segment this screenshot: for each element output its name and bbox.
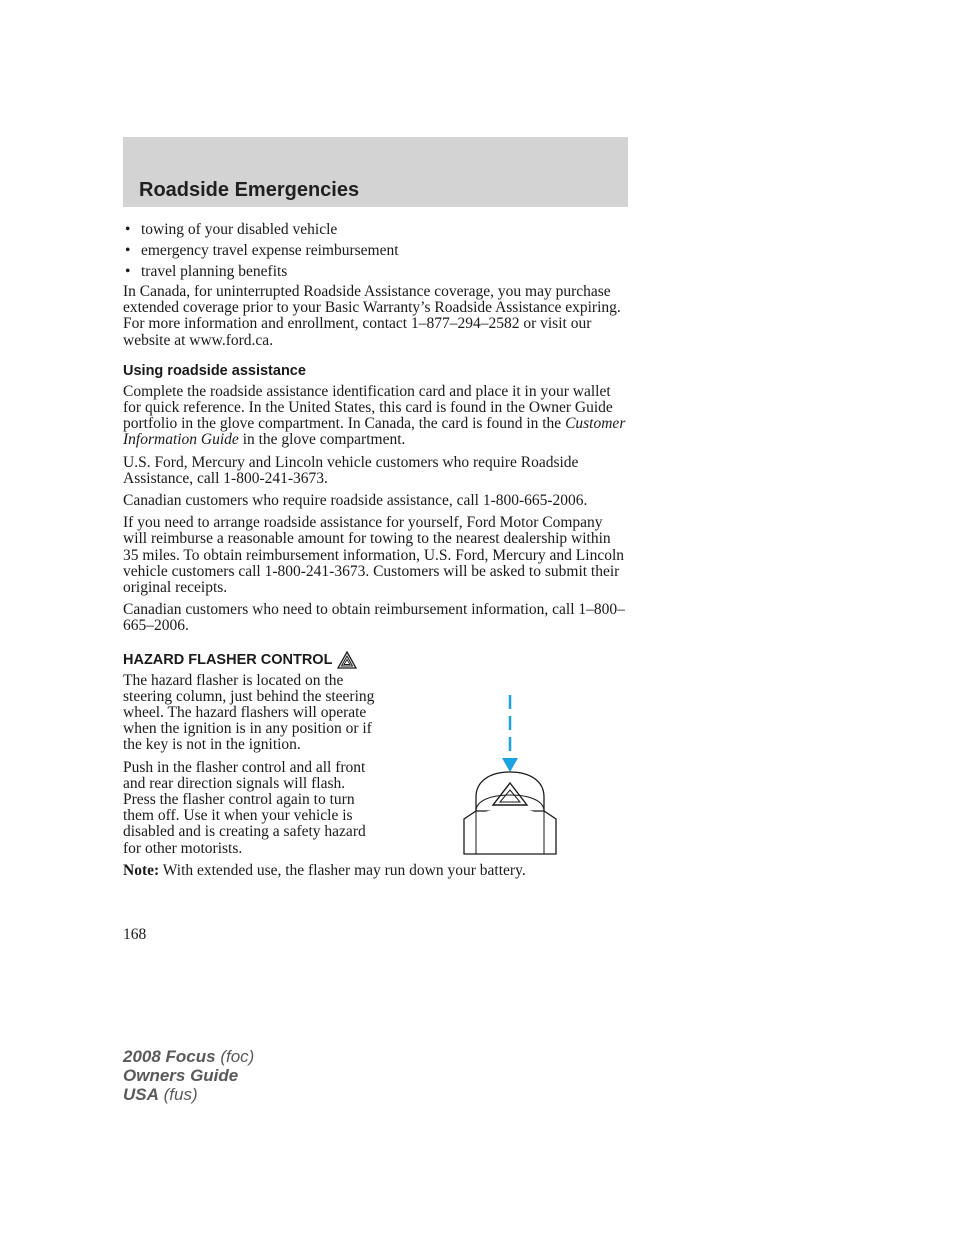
footer-model-line (123, 1047, 254, 1066)
page-content (123, 221, 628, 885)
page-number: 168 (123, 926, 147, 943)
list-item (123, 221, 628, 242)
hazard-flasher-illustration (375, 673, 628, 863)
pointer-arrow (502, 695, 518, 772)
note-text: With extended use, the flasher may run down your battery. (159, 861, 526, 879)
customer-info-guide-title: Customer Information Guide (123, 415, 626, 449)
list-item-text: towing of your disabled vehicle (141, 221, 338, 238)
hazard-flasher-heading (123, 651, 628, 669)
list-item (123, 242, 628, 263)
document-footer (123, 1047, 254, 1104)
footer-model-code: (foc) (215, 1047, 255, 1066)
roadside-benefits-list (123, 221, 628, 284)
footer-guide: Owners Guide (123, 1066, 239, 1085)
battery-note (123, 863, 628, 879)
hazard-location-paragraph: The hazard flasher is located on the steering column, just behind the steering wheel. The hazard flashers will operate when the ignition is in any position or if the key is not in the ignition. (123, 671, 375, 754)
hazard-flasher-heading-text: HAZARD FLASHER CONTROL (123, 651, 333, 668)
using-roadside-heading: Using roadside assistance (123, 362, 306, 379)
warning-triangle-icon (337, 651, 357, 669)
footer-guide-line (123, 1066, 254, 1085)
hazard-button-icon (464, 772, 556, 854)
footer-region-line (123, 1085, 254, 1104)
note-label: Note: (123, 861, 160, 879)
hazard-button-diagram (460, 693, 560, 858)
bullet-mark: • (125, 221, 131, 238)
id-card-text-end: in the glove compartment. (238, 431, 406, 449)
section-header-band (123, 137, 628, 207)
section-title: Roadside Emergencies (139, 179, 360, 201)
canada-coverage-paragraph: In Canada, for uninterrupted Roadside Assistance coverage, you may purchase extended coverage prior to your Basic Warranty’s Roadside Assistance expiring. For more information and enrollment, contact 1–877–294–2582 or visit our website at www.ford.ca. (123, 283, 621, 349)
canada-assistance-paragraph: Canadian customers who require roadside assistance, call 1-800-665-2006. (123, 492, 588, 510)
hazard-flasher-text (123, 673, 375, 863)
list-item (123, 263, 628, 284)
id-card-text-start: Complete the roadside assistance identification card and place it in your wallet for quick reference. In the United States, this card is found in the Owner Guide portfolio in the glove compartment. In Canada, the card is found in the (123, 382, 613, 433)
id-card-paragraph (123, 384, 628, 449)
us-assistance-paragraph: U.S. Ford, Mercury and Lincoln vehicle customers who require Roadside Assistance, call 1-800-241-3673. (123, 453, 579, 487)
canada-reimbursement-paragraph: Canadian customers who need to obtain reimbursement information, call 1–800–665–2006. (123, 601, 625, 635)
bullet-mark: • (125, 263, 131, 280)
reimbursement-paragraph: If you need to arrange roadside assistance for yourself, Ford Motor Company will reimburse a reasonable amount for towing to the nearest dealership within 35 miles. To obtain reimbursement information, U.S. Ford, Mercury and Lincoln vehicle customers call 1-800-241-3673. Customers will be asked to submit their original receipts. (123, 514, 625, 597)
hazard-flasher-section (123, 673, 628, 863)
list-item-text: emergency travel expense reimbursement (141, 242, 399, 259)
hazard-usage-paragraph: Push in the flasher control and all front and rear direction signals will flash. Press the flasher control again to turn them off. Use it when your vehicle is disabled and is creating a safety hazard for other motorists. (123, 758, 366, 857)
footer-region: USA (123, 1085, 159, 1104)
footer-model: 2008 Focus (123, 1047, 216, 1066)
list-item-text: travel planning benefits (141, 263, 288, 280)
footer-region-code: (fus) (158, 1085, 198, 1104)
bullet-mark: • (125, 242, 131, 259)
